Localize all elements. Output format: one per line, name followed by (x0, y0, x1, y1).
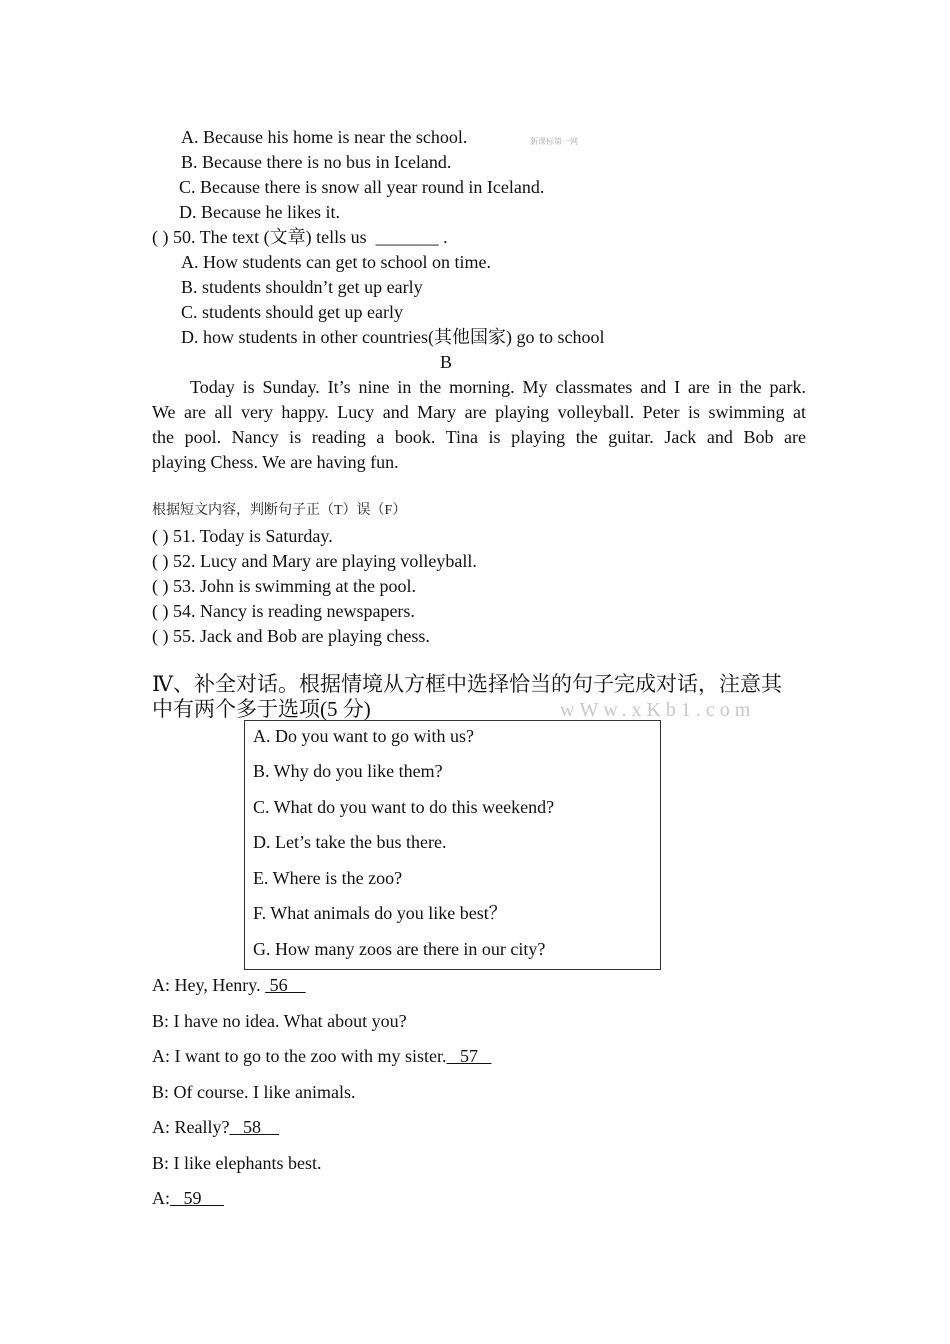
q50-blank[interactable]: _______ (375, 227, 439, 247)
q50-option-b: B. students shouldn’t get up early (181, 277, 423, 297)
dialogue-blank-56[interactable]: 56 (265, 975, 306, 995)
dialogue-text: B: Of course. I like animals. (152, 1082, 356, 1102)
passage-line-2: We are all very happy. Lucy and Mary are playing volleyball. Peter is swimming at (152, 402, 806, 422)
box-option: D. Let’s take the bus there. (253, 832, 447, 852)
watermark: wWw.xKb1.com (560, 699, 756, 721)
tf-item (152, 575, 416, 597)
tf-item (152, 525, 333, 547)
box-option: G. How many zoos are there in our city? (253, 939, 546, 959)
dialogue-blank-57[interactable]: 57 (446, 1046, 492, 1066)
q50-option-d: D. how students in other countries(其他国家) go to school (181, 327, 605, 347)
q49-option-c: C. Because there is snow all year round in Iceland. (179, 177, 545, 197)
tf-item-text: 51. Today is Saturday. (173, 526, 333, 546)
section4-heading-line1: Ⅳ、补全对话。根据情境从方框中选择恰当的句子完成对话，注意其 (152, 672, 782, 696)
dialogue-blank-58[interactable]: 58 (229, 1117, 279, 1137)
q49-option-b: B. Because there is no bus in Iceland. (181, 152, 452, 172)
tf-item (152, 550, 477, 572)
watermark-small: 新课标第一网 (530, 137, 578, 146)
passage-line-3: the pool. Nancy is reading a book. Tina is playing the guitar. Jack and Bob are (152, 427, 806, 447)
box-option: C. What do you want to do this weekend? (253, 797, 555, 817)
dialogue-line (152, 1152, 321, 1174)
answer-paren[interactable]: ( ) (152, 626, 169, 646)
tf-item-text: 54. Nancy is reading newspapers. (173, 601, 415, 621)
passage-line-4: playing Chess. We are having fun. (152, 452, 399, 472)
tf-instruction: 根据短文内容，判断句子正（T）误（F） (152, 503, 407, 518)
dialogue-line (152, 1010, 407, 1032)
dialogue-text: A: Really? (152, 1117, 230, 1137)
q50-stem-line (152, 226, 448, 248)
answer-paren[interactable]: ( ) (152, 601, 169, 621)
dialogue-blank-59[interactable]: 59 (170, 1188, 224, 1208)
q50-option-c: C. students should get up early (181, 302, 403, 322)
q49-option-d: D. Because he likes it. (179, 202, 340, 222)
passage-label: B (440, 352, 453, 372)
answer-paren[interactable]: ( ) (152, 526, 169, 546)
passage-line-1: Today is Sunday. It’s nine in the morning. My classmates and I are in the park. (190, 377, 806, 397)
dialogue-text: A: Hey, Henry. (152, 975, 266, 995)
dialogue-line (152, 1081, 355, 1103)
q50-option-a: A. How students can get to school on time. (181, 252, 491, 272)
dialogue-line (152, 974, 306, 996)
q50-stem: 50. The text (文章) tells us (173, 227, 367, 247)
q49-option-a: A. Because his home is near the school. (181, 127, 468, 147)
tf-item (152, 625, 430, 647)
dialogue-text: A: (152, 1188, 170, 1208)
dialogue-line (152, 1116, 279, 1138)
dialogue-text: A: I want to go to the zoo with my sister. (152, 1046, 447, 1066)
tf-item-text: 53. John is swimming at the pool. (173, 576, 416, 596)
answer-paren[interactable]: ( ) (152, 576, 169, 596)
tf-item-text: 52. Lucy and Mary are playing volleyball. (173, 551, 477, 571)
box-option: B. Why do you like them? (253, 761, 443, 781)
dialogue-line (152, 1045, 491, 1067)
q50-end: . (443, 227, 448, 247)
dialogue-text: B: I have no idea. What about you? (152, 1011, 407, 1031)
box-option: F. What animals do you like best？ (253, 903, 507, 923)
tf-item (152, 600, 415, 622)
dialogue-line (152, 1187, 224, 1209)
tf-item-text: 55. Jack and Bob are playing chess. (173, 626, 430, 646)
dialogue-text: B: I like elephants best. (152, 1153, 322, 1173)
answer-paren[interactable]: ( ) (152, 551, 169, 571)
box-option: E. Where is the zoo? (253, 868, 403, 888)
section4-heading-line2: 中有两个多于选项(5 分) (152, 697, 371, 721)
answer-paren[interactable]: ( ) (152, 227, 169, 247)
box-option: A. Do you want to go with us? (253, 726, 474, 746)
